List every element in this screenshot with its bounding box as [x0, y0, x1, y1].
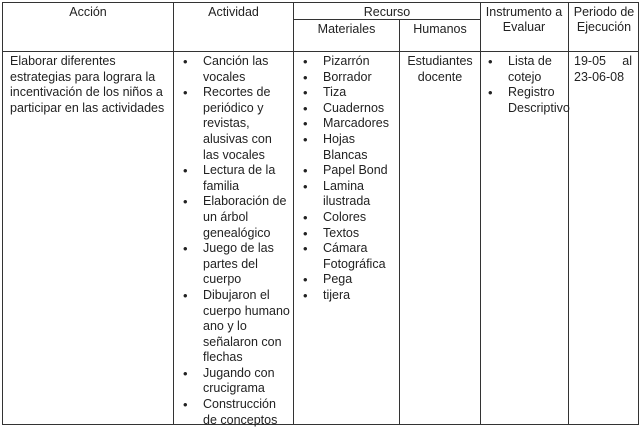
- actividad-item: • Lectura de la familia: [179, 163, 291, 194]
- material-item: • Hojas Blancas: [299, 132, 397, 163]
- instrumento-item: • Lista de cotejo: [484, 54, 564, 85]
- header-divider: [3, 51, 638, 52]
- plan-table: [2, 2, 639, 425]
- row-divider: [293, 19, 480, 20]
- header-periodo: Periodo de Ejecución: [573, 5, 635, 34]
- actividad-item: • Dibujaron el cuerpo humano ano y lo señalaron con flechas: [179, 288, 291, 366]
- accion-text: Elaborar diferentes estrategias para lograra la incentivación de los niños a participar en las actividades: [10, 54, 165, 115]
- material-item: • Marcadores: [299, 116, 397, 132]
- col-divider: [399, 19, 400, 424]
- materiales-list: [299, 54, 397, 304]
- periodo-text: 19-05 al 23-06-08: [574, 54, 632, 84]
- material-item: • Borrador: [299, 70, 397, 86]
- material-item: • Papel Bond: [299, 163, 397, 179]
- instrumento-item: • Registro Descriptivo: [484, 85, 564, 116]
- material-item: • Tiza: [299, 85, 397, 101]
- actividad-item: • Juego de las partes del cuerpo: [179, 241, 291, 288]
- header-humanos: Humanos: [413, 22, 467, 36]
- material-item: • Textos: [299, 226, 397, 242]
- header-recurso: Recurso: [363, 5, 411, 19]
- material-item: • Cámara Fotográfica: [299, 241, 397, 272]
- material-item: • Cuadernos: [299, 101, 397, 117]
- material-item: • Pizarrón: [299, 54, 397, 70]
- actividad-item: • Construcción de conceptos: [179, 397, 291, 428]
- actividad-item: • Recortes de periódico y revistas, alusivas con las vocales: [179, 85, 291, 163]
- material-item: • Lamina ilustrada: [299, 179, 397, 210]
- instrumento-list: [484, 54, 570, 116]
- header-actividad: Actividad: [208, 5, 259, 19]
- col-divider: [480, 3, 481, 424]
- instrumento-cell: [484, 54, 570, 116]
- actividad-cell: [179, 54, 291, 428]
- header-accion: Acción: [69, 5, 107, 19]
- col-divider: [568, 3, 569, 424]
- material-item: • tijera: [299, 288, 397, 304]
- actividad-item: • Jugando con crucigrama: [179, 366, 291, 397]
- materiales-cell: [299, 54, 397, 304]
- actividad-item: • Canción las vocales: [179, 54, 291, 85]
- humanos-text: Estudiantes docente: [407, 54, 473, 84]
- actividad-item: • Elaboración de un árbol genealógico: [179, 194, 291, 241]
- header-instrumento: Instrumento a Evaluar: [485, 5, 563, 34]
- col-divider: [293, 3, 294, 424]
- material-item: • Colores: [299, 210, 397, 226]
- actividad-list: [179, 54, 291, 428]
- col-divider: [173, 3, 174, 424]
- header-materiales: Materiales: [317, 22, 376, 36]
- material-item: • Pega: [299, 272, 397, 288]
